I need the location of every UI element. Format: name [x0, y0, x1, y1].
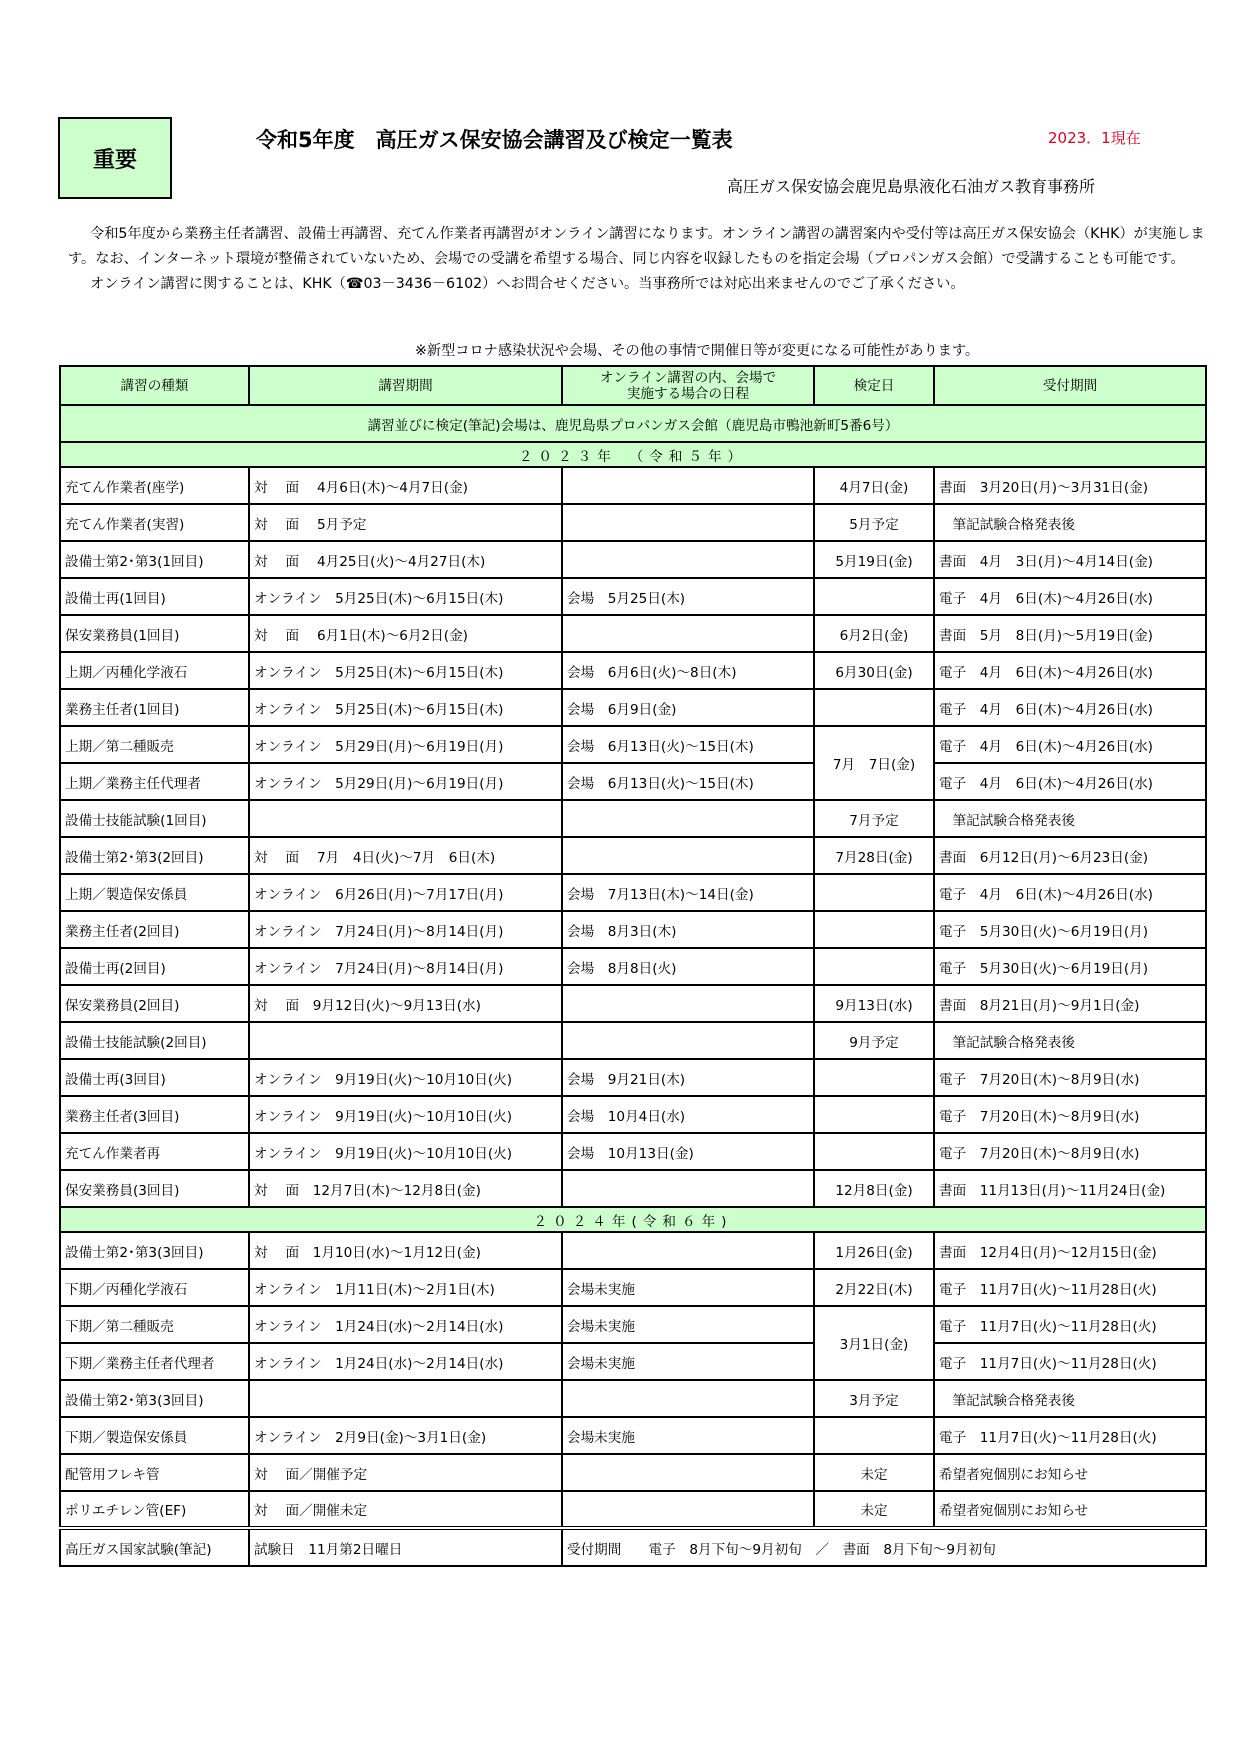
course-type: 設備士第2･第3(3回目) [60, 1380, 249, 1417]
course-period: オンライン 6月26日(月)～7月17日(月) [249, 874, 562, 911]
exam-date: 4月7日(金) [814, 467, 934, 504]
course-period: オンライン 9月19日(火)～10月10日(火) [249, 1059, 562, 1096]
course-type: 設備士再(1回目) [60, 578, 249, 615]
table-row [60, 615, 1206, 652]
year-row-2024 [60, 1207, 1206, 1232]
course-type: 配管用フレキ管 [60, 1454, 249, 1491]
venue-date: 会場 10月4日(水) [562, 1096, 814, 1133]
as-of-date: 2023．1現在 [1048, 129, 1141, 147]
table-row [60, 578, 1206, 615]
course-type: 設備士再(2回目) [60, 948, 249, 985]
header-venue-line2: 実施する場合の日程 [626, 385, 750, 402]
course-period: オンライン 5月25日(木)～6月15日(木) [249, 578, 562, 615]
course-type: 下期／丙種化学液石 [60, 1269, 249, 1306]
table-row [60, 1343, 1206, 1380]
reception-period: 電子 4月 6日(木)～4月26日(水) [934, 578, 1206, 615]
venue-date [562, 615, 814, 652]
course-period: 対 面 5月予定 [249, 504, 562, 541]
exam-date: 3月1日(金) [814, 1306, 934, 1380]
venue-date: 会場 9月21日(木) [562, 1059, 814, 1096]
important-badge [58, 117, 172, 199]
exam-date: 9月予定 [814, 1022, 934, 1059]
header-row [60, 366, 1206, 405]
course-type: 設備士技能試験(2回目) [60, 1022, 249, 1059]
venue-date: 会場 7月13日(木)～14日(金) [562, 874, 814, 911]
header-exam: 検定日 [814, 366, 934, 405]
intro-paragraph-2: オンライン講習に関することは、KHK（☎03－3436－6102）へお問合せください。当事務所では対応出来ませんのでご了承ください。 [90, 276, 965, 292]
course-type: 上期／業務主任代理者 [60, 763, 249, 800]
course-period: オンライン 7月24日(月)～8月14日(月) [249, 948, 562, 985]
exam-date: 5月予定 [814, 504, 934, 541]
exam-date [814, 1096, 934, 1133]
header-type: 講習の種類 [60, 366, 249, 405]
table-row [60, 985, 1206, 1022]
exam-date: 12月8日(金) [814, 1170, 934, 1207]
venue-date: 会場未実施 [562, 1417, 814, 1454]
reception-period: 筆記試験合格発表後 [934, 1380, 1206, 1417]
page-title: 令和5年度 高圧ガス保安協会講習及び検定一覧表 [256, 128, 733, 152]
table-row [60, 1232, 1206, 1269]
course-period: オンライン 5月25日(木)～6月15日(木) [249, 652, 562, 689]
reception-period: 希望者宛個別にお知らせ [934, 1454, 1206, 1491]
course-period: オンライン 9月19日(火)～10月10日(火) [249, 1133, 562, 1170]
exam-date [814, 1059, 934, 1096]
table-row [60, 837, 1206, 874]
reception-period: 書面 3月20日(月)～3月31日(金) [934, 467, 1206, 504]
table-row [60, 504, 1206, 541]
course-type: 保安業務員(2回目) [60, 985, 249, 1022]
course-period: 対 面 4月25日(火)～4月27日(木) [249, 541, 562, 578]
course-type: 上期／製造保安係員 [60, 874, 249, 911]
venue-date [562, 467, 814, 504]
reception-period: 書面 12月4日(月)～12月15日(金) [934, 1232, 1206, 1269]
exam-date: 6月30日(金) [814, 652, 934, 689]
table-row [60, 1133, 1206, 1170]
reception-period: 電子 5月30日(火)～6月19日(月) [934, 911, 1206, 948]
course-type: 保安業務員(1回目) [60, 615, 249, 652]
venue-date: 会場 6月13日(火)～15日(木) [562, 763, 814, 800]
exam-date [814, 874, 934, 911]
year-row-2023 [60, 442, 1206, 467]
course-type: 業務主任者(2回目) [60, 911, 249, 948]
venue-note-row [60, 405, 1206, 442]
table-row [60, 541, 1206, 578]
course-period: 対 面 4月6日(木)～4月7日(金) [249, 467, 562, 504]
reception-period: 書面 11月13日(月)～11月24日(金) [934, 1170, 1206, 1207]
organization-name: 高圧ガス保安協会鹿児島県液化石油ガス教育事務所 [727, 177, 1096, 196]
venue-date [562, 800, 814, 837]
course-period: オンライン 1月24日(水)～2月14日(水) [249, 1343, 562, 1380]
venue-date: 会場 8月3日(木) [562, 911, 814, 948]
reception-period: 電子 4月 6日(木)～4月26日(水) [934, 874, 1206, 911]
reception-period: 電子 5月30日(火)～6月19日(月) [934, 948, 1206, 985]
course-period: オンライン 2月9日(金)～3月1日(金) [249, 1417, 562, 1454]
reception-period: 筆記試験合格発表後 [934, 1022, 1206, 1059]
course-period: オンライン 9月19日(火)～10月10日(火) [249, 1096, 562, 1133]
course-type: 業務主任者(3回目) [60, 1096, 249, 1133]
reception-period: 電子 4月 6日(木)～4月26日(水) [934, 652, 1206, 689]
reception-period: 電子 11月7日(火)～11月28日(火) [934, 1306, 1206, 1343]
course-period: 対 面／開催未定 [249, 1491, 562, 1528]
table-row [60, 874, 1206, 911]
reception-period: 電子 11月7日(火)～11月28日(火) [934, 1417, 1206, 1454]
national-exam-row [60, 1528, 1206, 1566]
exam-date: 7月28日(金) [814, 837, 934, 874]
course-type: 下期／業務主任者代理者 [60, 1343, 249, 1380]
table-row [60, 1096, 1206, 1133]
course-type: 充てん作業者(座学) [60, 467, 249, 504]
course-period: 対 面 9月12日(火)～9月13日(水) [249, 985, 562, 1022]
national-exam-reception: 受付期間 電子 8月下旬～9月初旬 ／ 書面 8月下旬～9月初旬 [562, 1528, 1206, 1566]
national-exam-date: 試験日 11月第2日曜日 [249, 1528, 562, 1566]
table-row [60, 1417, 1206, 1454]
table-row [60, 1170, 1206, 1207]
reception-period: 書面 8月21日(月)～9月1日(金) [934, 985, 1206, 1022]
exam-date: 3月予定 [814, 1380, 934, 1417]
exam-date: 未定 [814, 1491, 934, 1528]
exam-date: 未定 [814, 1454, 934, 1491]
venue-date [562, 1454, 814, 1491]
exam-date: 2月22日(木) [814, 1269, 934, 1306]
exam-date [814, 1133, 934, 1170]
exam-date [814, 1417, 934, 1454]
course-period: オンライン 5月29日(月)～6月19日(月) [249, 763, 562, 800]
table-row [60, 763, 1206, 800]
table-row [60, 1380, 1206, 1417]
course-type: 上期／第二種販売 [60, 726, 249, 763]
exam-date [814, 911, 934, 948]
venue-date: 会場 8月8日(火) [562, 948, 814, 985]
venue-date [562, 837, 814, 874]
table-row [60, 726, 1206, 763]
venue-date [562, 1232, 814, 1269]
exam-date: 7月予定 [814, 800, 934, 837]
reception-period: 電子 4月 6日(木)～4月26日(水) [934, 726, 1206, 763]
reception-period: 筆記試験合格発表後 [934, 504, 1206, 541]
exam-date: 7月 7日(金) [814, 726, 934, 800]
reception-period: 電子 7月20日(木)～8月9日(水) [934, 1096, 1206, 1133]
exam-date: 6月2日(金) [814, 615, 934, 652]
course-period: オンライン 1月24日(水)～2月14日(水) [249, 1306, 562, 1343]
course-type: 上期／丙種化学液石 [60, 652, 249, 689]
course-type: 下期／製造保安係員 [60, 1417, 249, 1454]
course-period: オンライン 5月29日(月)～6月19日(月) [249, 726, 562, 763]
table-row [60, 1022, 1206, 1059]
table-row [60, 1306, 1206, 1343]
course-type: 保安業務員(3回目) [60, 1170, 249, 1207]
exam-date [814, 689, 934, 726]
venue-date: 会場未実施 [562, 1343, 814, 1380]
change-notice: ※新型コロナ感染状況や会場、その他の事情で開催日等が変更になる可能性があります。 [415, 343, 980, 359]
course-type: ポリエチレン管(EF) [60, 1491, 249, 1528]
venue-date [562, 985, 814, 1022]
header-reception: 受付期間 [934, 366, 1206, 405]
table-row [60, 1454, 1206, 1491]
course-period: 対 面 7月 4日(火)～7月 6日(木) [249, 837, 562, 874]
venue-date: 会場 6月13日(火)～15日(木) [562, 726, 814, 763]
table-row [60, 911, 1206, 948]
table-row [60, 467, 1206, 504]
reception-period: 電子 7月20日(木)～8月9日(水) [934, 1133, 1206, 1170]
course-period: オンライン 7月24日(月)～8月14日(月) [249, 911, 562, 948]
table-row [60, 652, 1206, 689]
course-type: 設備士技能試験(1回目) [60, 800, 249, 837]
intro-text [68, 222, 1218, 297]
course-period [249, 1022, 562, 1059]
venue-note: 講習並びに検定(筆記)会場は、鹿児島県プロパンガス会館（鹿児島市鴨池新町5番6号） [60, 405, 1206, 442]
year-2024-label: ２０２４年(令和６年) [60, 1207, 1206, 1232]
course-type: 充てん作業者(実習) [60, 504, 249, 541]
reception-period: 書面 6月12日(月)～6月23日(金) [934, 837, 1206, 874]
exam-date: 1月26日(金) [814, 1232, 934, 1269]
exam-date [814, 948, 934, 985]
course-period: 対 面 12月7日(木)～12月8日(金) [249, 1170, 562, 1207]
course-period [249, 1380, 562, 1417]
table-row [60, 948, 1206, 985]
reception-period: 電子 7月20日(木)～8月9日(水) [934, 1059, 1206, 1096]
course-type: 設備士第2･第3(2回目) [60, 837, 249, 874]
course-type: 下期／第二種販売 [60, 1306, 249, 1343]
course-type: 充てん作業者再 [60, 1133, 249, 1170]
course-type: 設備士第2･第3(3回目) [60, 1232, 249, 1269]
badge-label: 重要 [92, 147, 137, 173]
venue-date [562, 1380, 814, 1417]
reception-period: 電子 4月 6日(木)～4月26日(水) [934, 689, 1206, 726]
header-venue-line1: オンライン講習の内、会場で [599, 369, 777, 386]
reception-period: 電子 11月7日(火)～11月28日(火) [934, 1343, 1206, 1380]
table-row [60, 800, 1206, 837]
course-period: オンライン 1月11日(木)～2月1日(木) [249, 1269, 562, 1306]
reception-period: 電子 11月7日(火)～11月28日(火) [934, 1269, 1206, 1306]
year-2023-label: ２０２３年 （令和５年） [60, 442, 1206, 467]
table-row [60, 1491, 1206, 1528]
venue-date [562, 541, 814, 578]
exam-date: 5月19日(金) [814, 541, 934, 578]
reception-period: 希望者宛個別にお知らせ [934, 1491, 1206, 1528]
header-period: 講習期間 [249, 366, 562, 405]
course-type: 設備士再(3回目) [60, 1059, 249, 1096]
header-venue [562, 366, 814, 405]
reception-period: 電子 4月 6日(木)～4月26日(水) [934, 763, 1206, 800]
table-row [60, 1059, 1206, 1096]
venue-date: 会場 6月9日(金) [562, 689, 814, 726]
venue-date: 会場未実施 [562, 1269, 814, 1306]
venue-date [562, 1491, 814, 1528]
course-period: 対 面 6月1日(木)～6月2日(金) [249, 615, 562, 652]
course-type: 設備士第2･第3(1回目) [60, 541, 249, 578]
reception-period: 書面 5月 8日(月)～5月19日(金) [934, 615, 1206, 652]
exam-date: 9月13日(水) [814, 985, 934, 1022]
course-type: 業務主任者(1回目) [60, 689, 249, 726]
course-period: 対 面 1月10日(水)～1月12日(金) [249, 1232, 562, 1269]
exam-date [814, 578, 934, 615]
table-row [60, 689, 1206, 726]
venue-date: 会場 5月25日(木) [562, 578, 814, 615]
venue-date: 会場 10月13日(金) [562, 1133, 814, 1170]
national-exam-type: 高圧ガス国家試験(筆記) [60, 1528, 249, 1566]
venue-date [562, 1170, 814, 1207]
table-row [60, 1269, 1206, 1306]
venue-date [562, 1022, 814, 1059]
venue-date: 会場未実施 [562, 1306, 814, 1343]
venue-date [562, 504, 814, 541]
venue-date: 会場 6月6日(火)～8日(木) [562, 652, 814, 689]
reception-period: 筆記試験合格発表後 [934, 800, 1206, 837]
reception-period: 書面 4月 3日(月)～4月14日(金) [934, 541, 1206, 578]
course-period [249, 800, 562, 837]
schedule-table [59, 365, 1207, 1567]
intro-paragraph-1: 令和5年度から業務主任者講習、設備士再講習、充てん作業者再講習がオンライン講習になります。オンライン講習の講習案内や受付等は高圧ガス保安協会（KHK）が実施します。なお、インターネット環境が整備されていないため、会場での受講を希望する場合、同じ内容を収録したものを指定会場（プロパンガス会館）で受講することも可能です。 [68, 226, 1205, 267]
course-period: 対 面／開催予定 [249, 1454, 562, 1491]
course-period: オンライン 5月25日(木)～6月15日(木) [249, 689, 562, 726]
